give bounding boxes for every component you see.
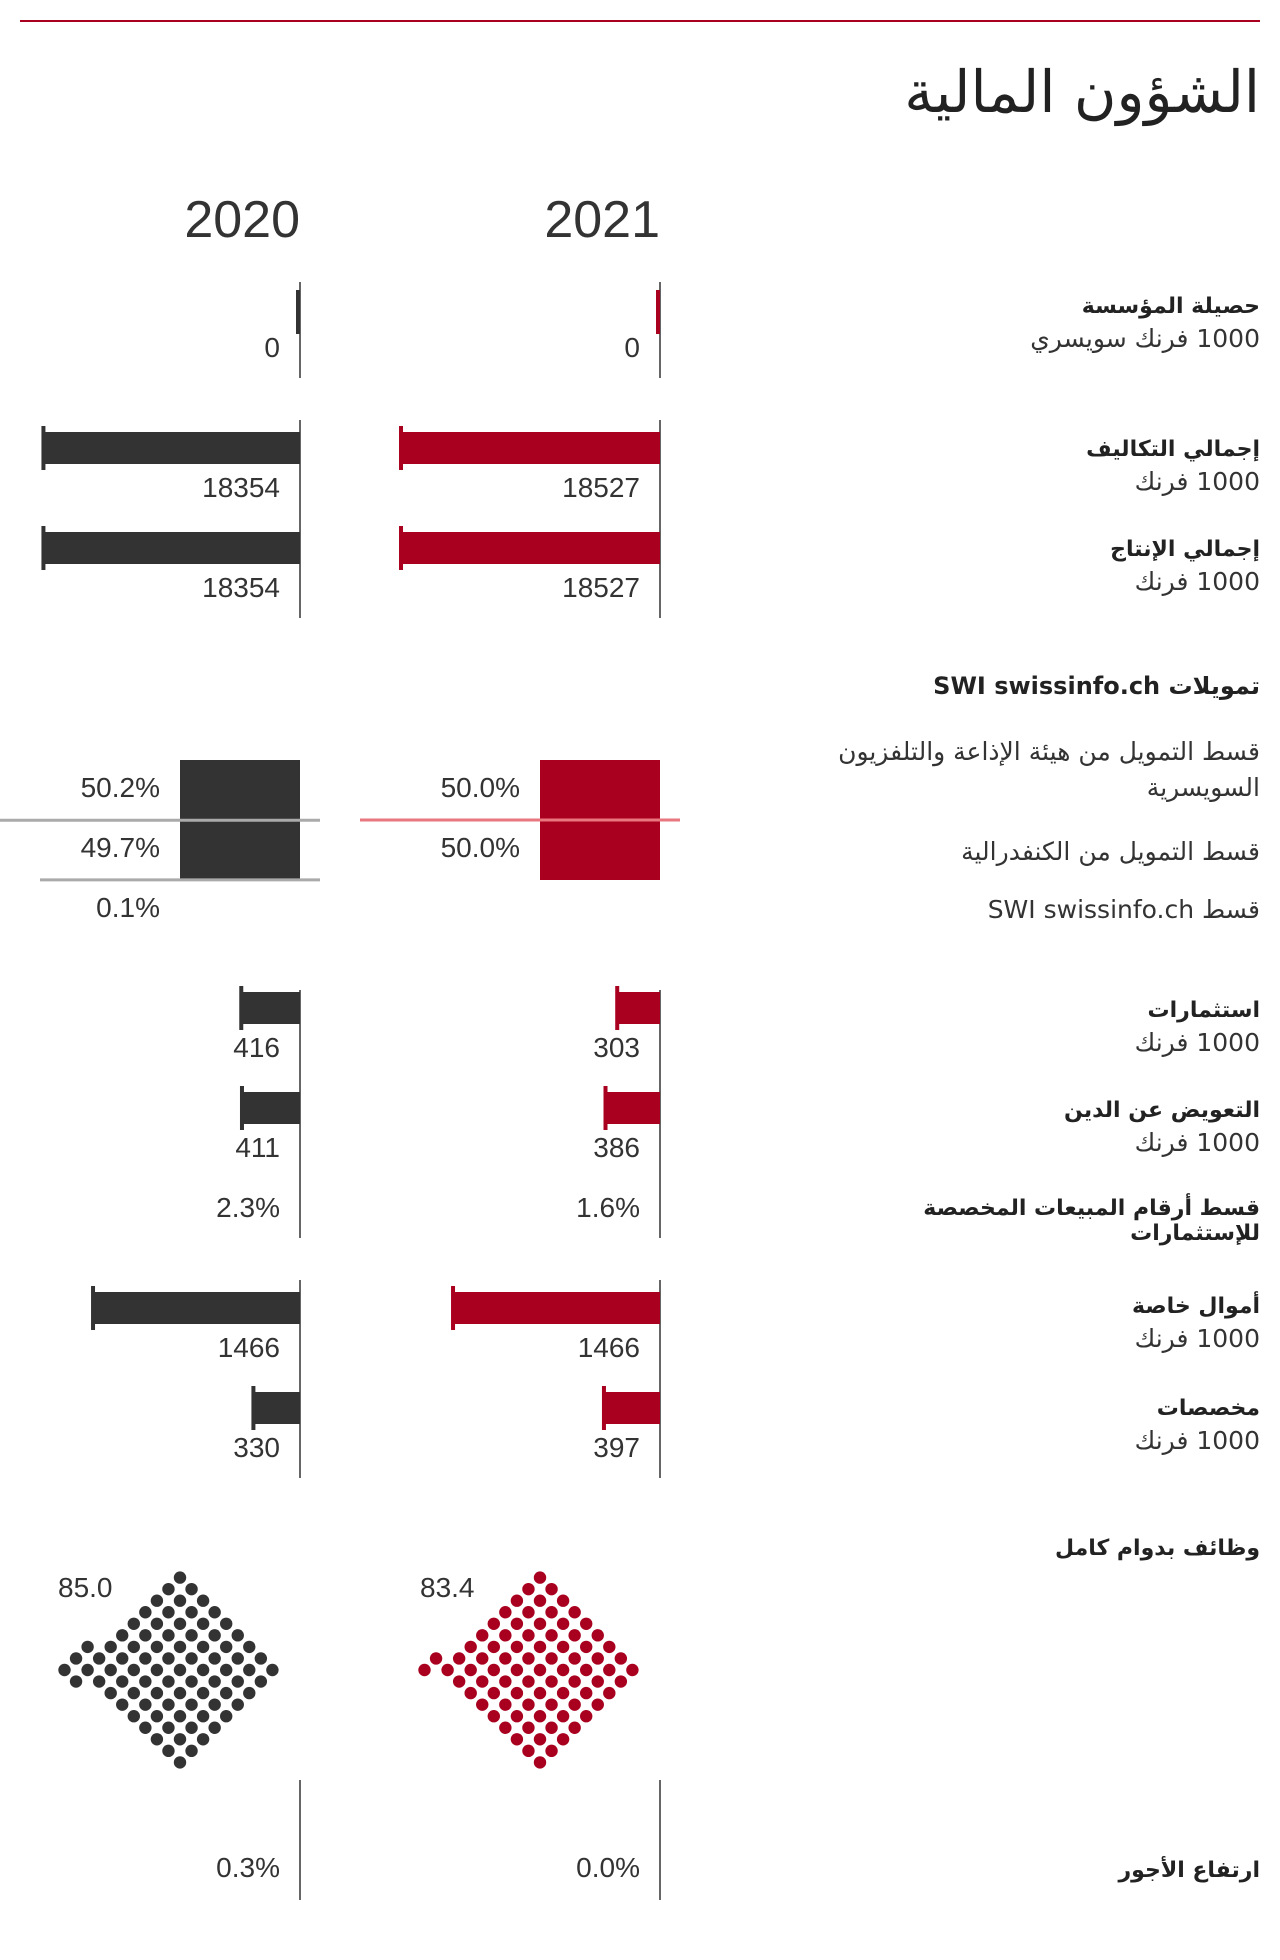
bar-2020-debt_compensation: [242, 1092, 300, 1124]
label-institution-share-title: حصيلة المؤسسة: [1081, 294, 1260, 319]
job-dot-2020: [93, 1675, 105, 1687]
bar-2021-total_costs: [401, 432, 660, 464]
label-swi-funding-heading: تمويلات SWI swissinfo.ch: [933, 672, 1260, 700]
job-dot-2020: [220, 1618, 232, 1630]
job-dot-2020: [162, 1745, 174, 1757]
job-dot-2020: [105, 1641, 117, 1653]
job-dot-2021: [592, 1698, 604, 1710]
year-2020-header: 2020: [184, 191, 300, 249]
value-2021-equity: 1466: [577, 1332, 640, 1363]
job-dot-2021: [580, 1641, 592, 1653]
job-dot-2020: [208, 1629, 220, 1641]
job-dot-2020: [174, 1756, 186, 1768]
job-dot-2021: [545, 1675, 557, 1687]
job-dot-2020: [220, 1687, 232, 1699]
value-2020-total-production: 18354: [202, 572, 280, 603]
job-dot-2021: [557, 1733, 569, 1745]
bar-2021-institution-share: [656, 290, 660, 334]
job-dot-2020: [162, 1698, 174, 1710]
job-dot-2020: [151, 1595, 163, 1607]
job-dot-2021: [430, 1652, 442, 1664]
value-2021-wage-increase: 0.0%: [576, 1852, 640, 1883]
bar-2021-debt_compensation: [606, 1092, 660, 1124]
job-dot-2021: [488, 1710, 500, 1722]
job-dot-2021: [511, 1710, 523, 1722]
job-dot-2021: [465, 1664, 477, 1676]
job-dot-2021: [511, 1687, 523, 1699]
label-debt-compensation-title: التعويض عن الدين: [1064, 1098, 1260, 1123]
job-dot-2021: [568, 1675, 580, 1687]
job-dot-2021: [580, 1710, 592, 1722]
bar-2020-investments: [241, 992, 300, 1024]
job-dot-2020: [185, 1675, 197, 1687]
bar-cap-2020-equity: [91, 1286, 95, 1330]
label-wage-increase: ارتفاع الأجور: [1118, 1858, 1260, 1883]
job-dot-2020: [162, 1606, 174, 1618]
bar-cap-2021-total_costs: [399, 426, 403, 470]
value-2020-provisions: 330: [233, 1432, 280, 1463]
job-dot-2020: [116, 1652, 128, 1664]
job-dot-2021: [522, 1629, 534, 1641]
value-2021-ssr-share: 50.0%: [440, 772, 520, 803]
job-dot-2021: [522, 1652, 534, 1664]
label-debt-compensation-unit: 1000 فرنك: [1134, 1128, 1260, 1157]
job-dot-2021: [557, 1595, 569, 1607]
job-dot-2020: [220, 1710, 232, 1722]
job-dot-2021: [557, 1641, 569, 1653]
value-2020-total-costs: 18354: [202, 472, 280, 503]
job-dot-2021: [488, 1664, 500, 1676]
job-dot-2020: [151, 1710, 163, 1722]
job-dot-2020: [139, 1629, 151, 1641]
job-dot-2021: [534, 1687, 546, 1699]
job-dot-2020: [139, 1675, 151, 1687]
job-dot-2020: [174, 1710, 186, 1722]
value-2021-total-production: 18527: [562, 572, 640, 603]
job-dot-2021: [522, 1675, 534, 1687]
job-dot-2021: [580, 1664, 592, 1676]
job-dot-2021: [545, 1606, 557, 1618]
job-dot-2021: [534, 1641, 546, 1653]
job-dot-2021: [418, 1664, 430, 1676]
job-dot-2020: [232, 1675, 244, 1687]
job-dot-2021: [580, 1618, 592, 1630]
job-dot-2021: [453, 1675, 465, 1687]
value-2021-sales-share-investments: 1.6%: [576, 1192, 640, 1223]
bar-2020-provisions: [253, 1392, 300, 1424]
job-dot-2020: [174, 1641, 186, 1653]
job-dot-2021: [476, 1652, 488, 1664]
label-investments-unit: 1000 فرنك: [1134, 1028, 1260, 1057]
job-dot-2021: [534, 1756, 546, 1768]
job-dot-2021: [499, 1606, 511, 1618]
bar-2020-institution-share: [296, 290, 300, 334]
job-dot-2020: [197, 1618, 209, 1630]
job-dot-2020: [105, 1664, 117, 1676]
year-2021-header: 2021: [544, 191, 660, 249]
job-dot-2021: [488, 1618, 500, 1630]
bar-cap-2020-investments: [239, 986, 243, 1030]
job-dot-2020: [208, 1722, 220, 1734]
bar-cap-2021-provisions: [602, 1386, 606, 1430]
bar-cap-2021-investments: [615, 986, 619, 1030]
job-dot-2021: [592, 1629, 604, 1641]
job-dot-2021: [534, 1595, 546, 1607]
job-dot-2021: [511, 1618, 523, 1630]
job-dot-2021: [499, 1722, 511, 1734]
value-2021-institution-share: 0: [624, 332, 640, 363]
job-dot-2021: [488, 1687, 500, 1699]
job-dot-2021: [499, 1629, 511, 1641]
job-dot-2021: [465, 1641, 477, 1653]
job-dot-2021: [557, 1710, 569, 1722]
label-total-production-title: إجمالي الإنتاج: [1110, 537, 1260, 562]
job-dot-2020: [70, 1652, 82, 1664]
label-total-costs-title: إجمالي التكاليف: [1086, 437, 1260, 462]
job-dot-2021: [511, 1595, 523, 1607]
job-dot-2021: [465, 1687, 477, 1699]
bar-2020-total_costs: [43, 432, 300, 464]
job-dot-2020: [208, 1652, 220, 1664]
label-equity-unit: 1000 فرنك: [1134, 1324, 1260, 1353]
job-dot-2021: [534, 1733, 546, 1745]
value-2020-equity: 1466: [217, 1332, 280, 1363]
job-dot-2021: [488, 1641, 500, 1653]
value-2020-ssr-share: 50.2%: [80, 772, 160, 803]
job-dot-2021: [568, 1629, 580, 1641]
job-dot-2021: [522, 1722, 534, 1734]
job-dot-2020: [266, 1664, 278, 1676]
job-dot-2020: [208, 1606, 220, 1618]
job-dot-2021: [453, 1652, 465, 1664]
job-dot-2021: [557, 1687, 569, 1699]
label-provisions-title: مخصصات: [1156, 1396, 1260, 1421]
value-2020-swi-share: 0.1%: [96, 892, 160, 923]
job-dot-2020: [185, 1583, 197, 1595]
job-dot-2021: [534, 1710, 546, 1722]
value-2021-debt-compensation: 386: [593, 1132, 640, 1163]
job-dot-2020: [185, 1722, 197, 1734]
bar-cap-2020-total_production: [41, 526, 45, 570]
job-dot-2021: [511, 1664, 523, 1676]
job-dot-2021: [545, 1745, 557, 1757]
job-dot-2020: [255, 1675, 267, 1687]
label-provisions-unit: 1000 فرنك: [1134, 1426, 1260, 1455]
bar-2021-equity: [453, 1292, 660, 1324]
job-dot-2021: [545, 1629, 557, 1641]
job-dot-2020: [151, 1618, 163, 1630]
job-dot-2021: [568, 1698, 580, 1710]
job-dot-2020: [139, 1698, 151, 1710]
job-dot-2020: [220, 1641, 232, 1653]
job-dot-2020: [162, 1629, 174, 1641]
bar-2020-equity: [93, 1292, 300, 1324]
label-institution-share-unit: 1000 فرنك سويسري: [1030, 324, 1260, 353]
job-dot-2020: [185, 1652, 197, 1664]
job-dot-2021: [534, 1618, 546, 1630]
job-dot-2021: [511, 1641, 523, 1653]
job-dot-2020: [174, 1595, 186, 1607]
job-dot-2020: [185, 1629, 197, 1641]
job-dot-2020: [162, 1675, 174, 1687]
label-total-production-unit: 1000 فرنك: [1134, 567, 1260, 596]
job-dot-2020: [128, 1641, 140, 1653]
job-dot-2021: [615, 1675, 627, 1687]
job-dot-2021: [615, 1652, 627, 1664]
value-2020-institution-share: 0: [264, 332, 280, 363]
job-dot-2021: [511, 1733, 523, 1745]
job-dot-2021: [476, 1629, 488, 1641]
job-dot-2021: [522, 1745, 534, 1757]
bar-2020-total_production: [43, 532, 300, 564]
job-dot-2020: [139, 1652, 151, 1664]
bar-cap-2021-total_production: [399, 526, 403, 570]
bar-cap-2020-total_costs: [41, 426, 45, 470]
job-dot-2021: [603, 1664, 615, 1676]
job-dot-2020: [128, 1710, 140, 1722]
label-confed-share: قسط التمويل من الكنفدرالية: [961, 837, 1260, 866]
label-swi-share: قسط SWI swissinfo.ch: [987, 895, 1260, 924]
job-dot-2021: [476, 1698, 488, 1710]
job-dot-2021: [499, 1652, 511, 1664]
job-dot-2021: [441, 1664, 453, 1676]
job-dot-2020: [151, 1687, 163, 1699]
job-dot-2020: [128, 1618, 140, 1630]
job-dot-2020: [208, 1698, 220, 1710]
job-dot-2021: [626, 1664, 638, 1676]
job-dot-2020: [105, 1687, 117, 1699]
job-dot-2020: [162, 1652, 174, 1664]
job-dot-2020: [116, 1698, 128, 1710]
job-dot-2021: [545, 1583, 557, 1595]
value-2020-sales-share-investments: 2.3%: [216, 1192, 280, 1223]
value-2020-debt-compensation: 411: [235, 1132, 280, 1163]
job-dot-2021: [580, 1687, 592, 1699]
value-2020-wage-increase: 0.3%: [216, 1852, 280, 1883]
job-dot-2020: [139, 1606, 151, 1618]
bar-cap-2021-equity: [451, 1286, 455, 1330]
job-dot-2021: [603, 1641, 615, 1653]
job-dot-2020: [197, 1710, 209, 1722]
job-dot-2021: [522, 1606, 534, 1618]
job-dot-2020: [232, 1629, 244, 1641]
job-dot-2021: [557, 1664, 569, 1676]
value-2021-investments: 303: [593, 1032, 640, 1063]
value-2021-provisions: 397: [593, 1432, 640, 1463]
job-dot-2020: [58, 1664, 70, 1676]
bar-cap-2020-debt_compensation: [240, 1086, 244, 1130]
bar-cap-2021-debt_compensation: [604, 1086, 608, 1130]
job-dot-2021: [499, 1675, 511, 1687]
job-dot-2021: [568, 1652, 580, 1664]
job-dot-2020: [197, 1687, 209, 1699]
job-dot-2021: [568, 1722, 580, 1734]
job-dot-2021: [557, 1618, 569, 1630]
job-dot-2020: [174, 1618, 186, 1630]
job-dot-2021: [522, 1583, 534, 1595]
job-dot-2020: [151, 1733, 163, 1745]
job-dot-2021: [592, 1652, 604, 1664]
job-dot-2020: [174, 1687, 186, 1699]
value-2020-confed-share: 49.7%: [80, 832, 160, 863]
job-dot-2020: [255, 1652, 267, 1664]
label-sales-share-investments: قسط أرقام المبيعات المخصصة للإستثمارات: [923, 1196, 1260, 1246]
job-dot-2020: [197, 1641, 209, 1653]
value-2021-total-costs: 18527: [562, 472, 640, 503]
job-dot-2020: [208, 1675, 220, 1687]
job-dot-2021: [534, 1664, 546, 1676]
job-dot-2020: [197, 1664, 209, 1676]
label-equity-title: أموال خاصة: [1132, 1294, 1260, 1319]
value-2020-investments: 416: [233, 1032, 280, 1063]
job-dot-2020: [151, 1664, 163, 1676]
job-dot-2020: [162, 1722, 174, 1734]
job-dot-2020: [93, 1652, 105, 1664]
bar-2021-provisions: [604, 1392, 660, 1424]
value-2021-fulltime-jobs: 83.4: [420, 1572, 475, 1603]
job-dot-2020: [81, 1664, 93, 1676]
job-dot-2020: [70, 1675, 82, 1687]
job-dot-2020: [243, 1687, 255, 1699]
job-dot-2020: [116, 1675, 128, 1687]
job-dot-2020: [243, 1664, 255, 1676]
bar-cap-2020-provisions: [251, 1386, 255, 1430]
job-dot-2020: [220, 1664, 232, 1676]
job-dot-2020: [116, 1629, 128, 1641]
value-2020-fulltime-jobs: 85.0: [58, 1572, 113, 1603]
job-dot-2021: [522, 1698, 534, 1710]
job-dot-2020: [174, 1571, 186, 1583]
label-fulltime-jobs: وظائف بدوام كامل: [1054, 1536, 1260, 1561]
job-dot-2020: [81, 1641, 93, 1653]
job-dot-2020: [243, 1641, 255, 1653]
job-dot-2021: [534, 1571, 546, 1583]
job-dot-2020: [197, 1595, 209, 1607]
job-dot-2020: [232, 1698, 244, 1710]
label-investments-title: استثمارات: [1147, 998, 1260, 1023]
job-dot-2020: [174, 1664, 186, 1676]
job-dot-2020: [174, 1733, 186, 1745]
job-dot-2021: [545, 1652, 557, 1664]
job-dot-2021: [545, 1722, 557, 1734]
job-dot-2021: [476, 1675, 488, 1687]
job-dot-2020: [185, 1698, 197, 1710]
job-dot-2021: [545, 1698, 557, 1710]
job-dot-2020: [151, 1641, 163, 1653]
job-dot-2020: [185, 1745, 197, 1757]
bar-2021-total_production: [401, 532, 660, 564]
job-dot-2020: [139, 1722, 151, 1734]
job-dot-2020: [128, 1687, 140, 1699]
job-dot-2021: [499, 1698, 511, 1710]
job-dot-2021: [568, 1606, 580, 1618]
job-dot-2020: [128, 1664, 140, 1676]
job-dot-2021: [603, 1687, 615, 1699]
label-total-costs-unit: 1000 فرنك: [1134, 467, 1260, 496]
job-dot-2020: [232, 1652, 244, 1664]
page-title: الشؤون المالية: [904, 58, 1260, 126]
value-2021-confed-share: 50.0%: [440, 832, 520, 863]
job-dot-2021: [592, 1675, 604, 1687]
bar-2021-investments: [617, 992, 660, 1024]
job-dot-2020: [185, 1606, 197, 1618]
job-dot-2020: [197, 1733, 209, 1745]
job-dot-2020: [162, 1583, 174, 1595]
label-ssr-share: قسط التمويل من هيئة الإذاعة والتلفزيون السويسرية: [838, 737, 1260, 802]
